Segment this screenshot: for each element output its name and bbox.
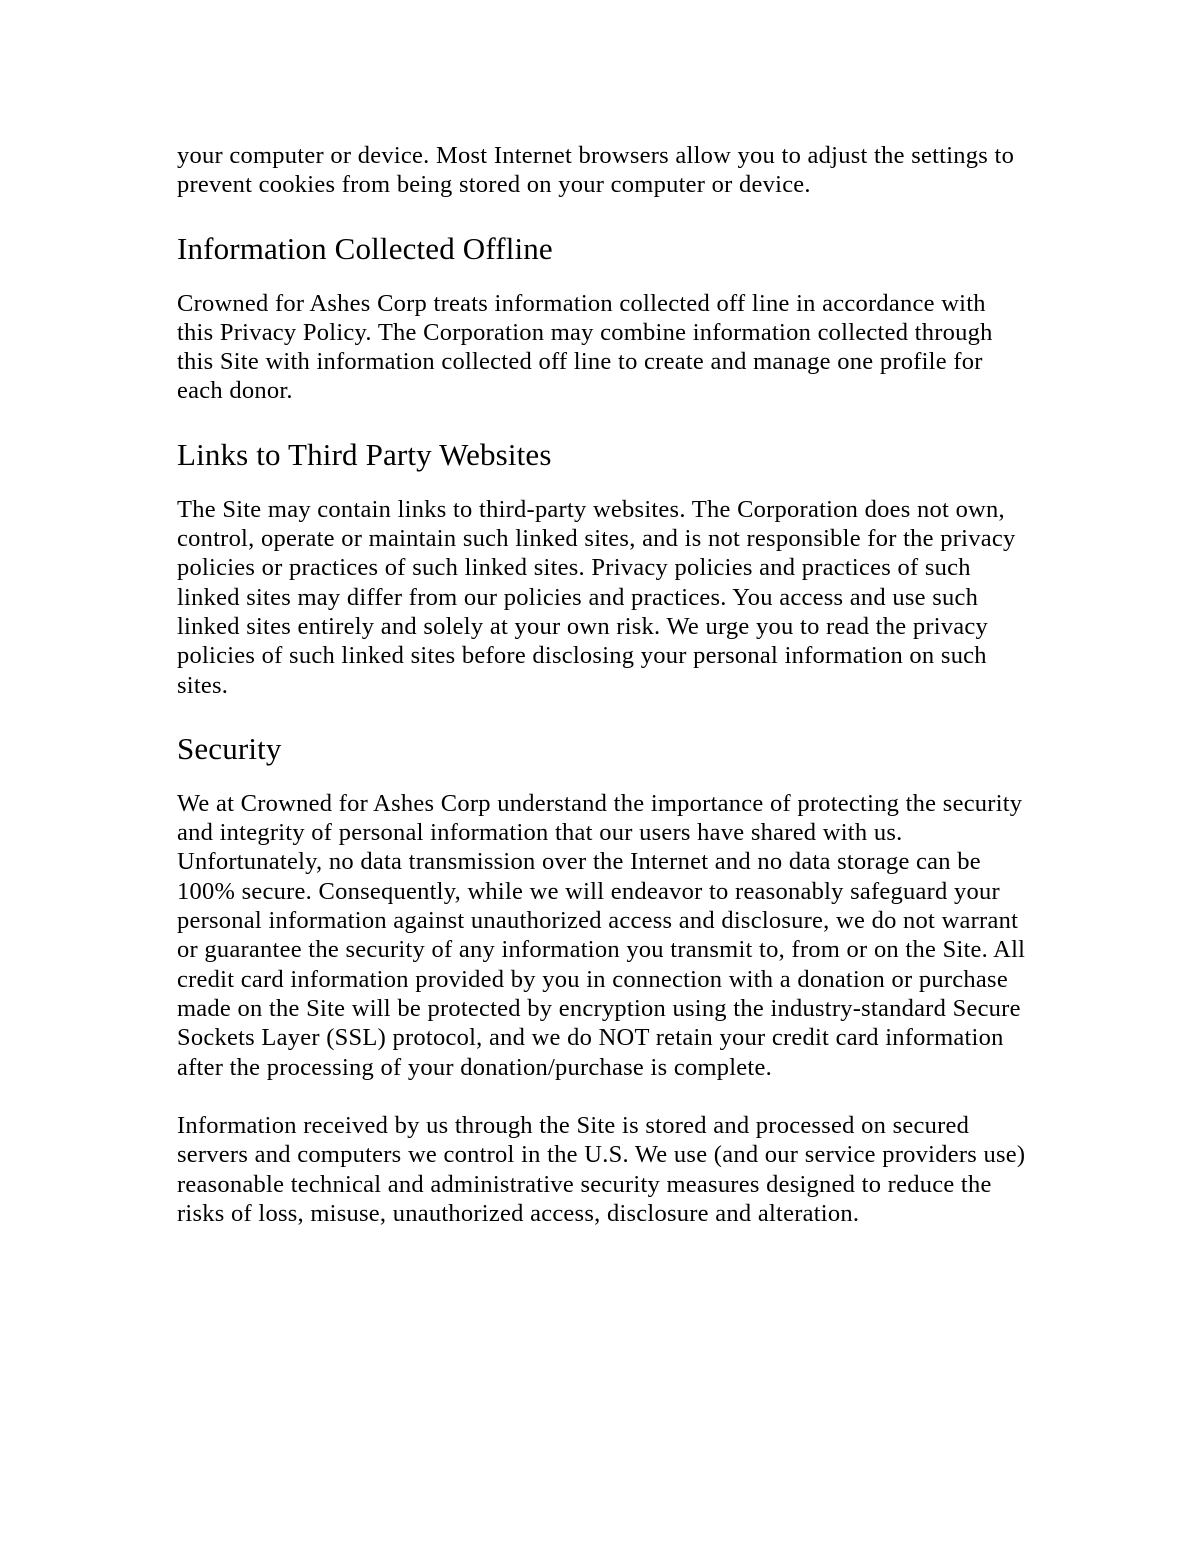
heading-security: Security	[177, 730, 282, 766]
security-paragraph-two: Information received by us through the Site is stored and processed on secured servers and computers we control in the U.S. We use (and our service providers use) reasonable technical and administrative security measures designed to reduce the risks of loss, misuse, unauthorized access, disclosure and alteration.	[177, 1112, 1026, 1228]
links-to-third-party-websites-paragraph: The Site may contain links to third-party websites. The Corporation does not own, control, operate or maintain such linked sites, and is not responsible for the privacy policies or practices of such linked sites. Privacy policies and practices of such linked sites may differ from our policies and practices. You access and use such linked sites entirely and solely at your own risk. We urge you to read the privacy policies of such linked sites before disclosing your personal information on such sites.	[177, 495, 1016, 699]
information-collected-offline-paragraph: Crowned for Ashes Corp treats information collected off line in accordance with this Privacy Policy. The Corporation may combine information collected through this Site with information collected off line to create and manage one profile for each donor.	[177, 289, 993, 405]
cookies-continuation-paragraph: your computer or device. Most Internet browsers allow you to adjust the settings to prevent cookies from being stored on your computer or device.	[177, 142, 1015, 199]
heading-links-to-third-party-websites: Links to Third Party Websites	[177, 436, 552, 472]
security-paragraph-one: We at Crowned for Ashes Corp understand the importance of protecting the security and integrity of personal information that our users have shared with us. Unfortunately, no data transmission over the Internet and no data storage can be 100% secure. Consequently, while we will endeavor to reasonably safeguard your personal information against unauthorized access and disclosure, we do not warrant or guarantee the security of any information you transmit to, from or on the Site. All credit card information provided by you in connection with a donation or purchase made on the Site will be protected by encryption using the industry-standard Secure Sockets Layer (SSL) protocol, and we do NOT retain your credit card information after the processing of your donation/purchase is complete.	[177, 789, 1026, 1081]
document-body	[177, 141, 1027, 1228]
heading-information-collected-offline: Information Collected Offline	[177, 230, 553, 266]
